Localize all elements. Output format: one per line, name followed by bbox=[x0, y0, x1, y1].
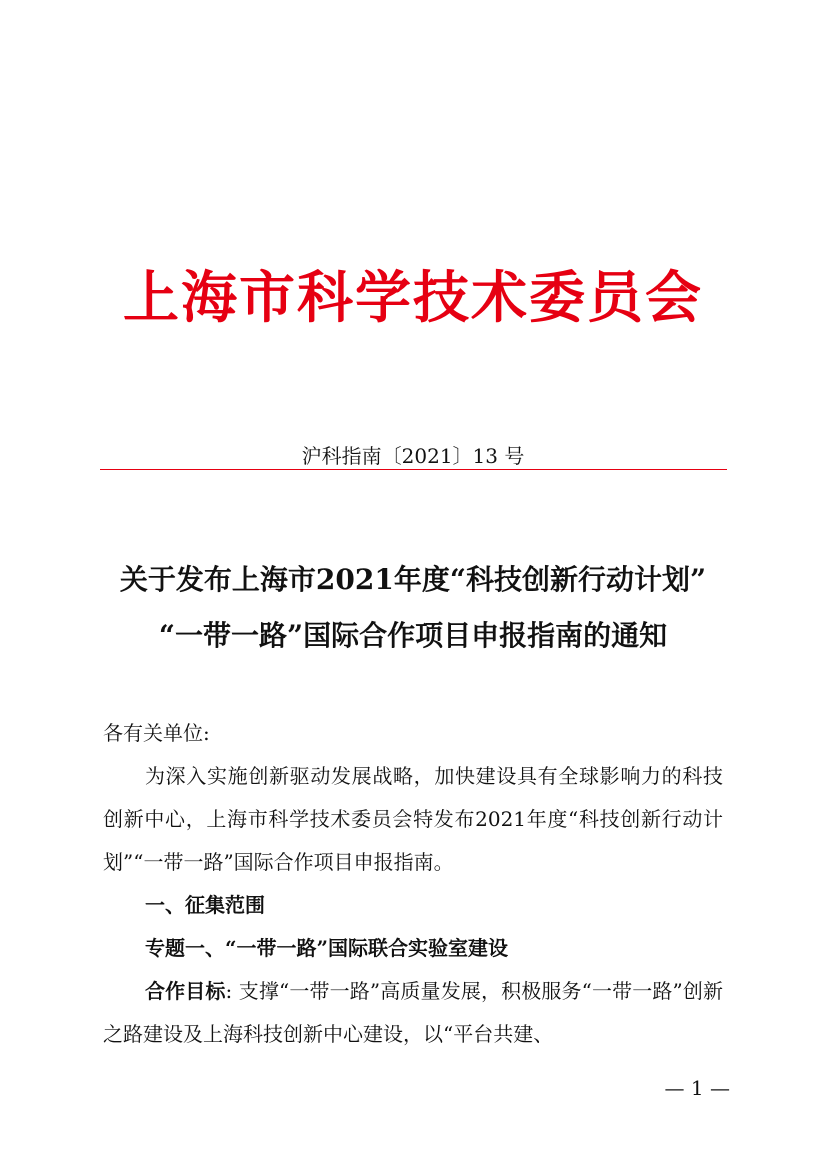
document-title bbox=[90, 552, 736, 664]
intro-paragraph: 为深入实施创新驱动发展战略，加快建设具有全球影响力的科技创新中心，上海市科学技术委员会特发布2021年度“科技创新行动计划”“一带一路”国际合作项目申报指南。 bbox=[103, 764, 723, 874]
cooperation-goal-text: : 支撑“一带一路”高质量发展，积极服务“一带一路”创新之路建设及上海科技创新中心建设，以“平台共建、 bbox=[103, 979, 724, 1046]
document-title-line-1: 关于发布上海市2021年度“科技创新行动计划” bbox=[119, 563, 707, 596]
issuing-organization-header: 上海市科学技术委员会 bbox=[123, 265, 703, 331]
document-number: 沪科指南〔2021〕13 号 bbox=[301, 444, 525, 468]
document-title-line-2: “一带一路”国际合作项目申报指南的通知 bbox=[158, 619, 668, 652]
salutation: 各有关单位: bbox=[103, 721, 210, 745]
section-heading-scope: 一、征集范围 bbox=[145, 893, 265, 917]
page-number: — 1 — bbox=[664, 1076, 730, 1100]
cooperation-goal-label: 合作目标 bbox=[145, 979, 226, 1003]
cooperation-goal-paragraph bbox=[103, 970, 723, 1056]
document-body bbox=[103, 712, 723, 1056]
topic-heading-joint-lab: 专题一、“一带一路”国际联合实验室建设 bbox=[145, 936, 509, 960]
red-divider-line bbox=[100, 469, 727, 470]
